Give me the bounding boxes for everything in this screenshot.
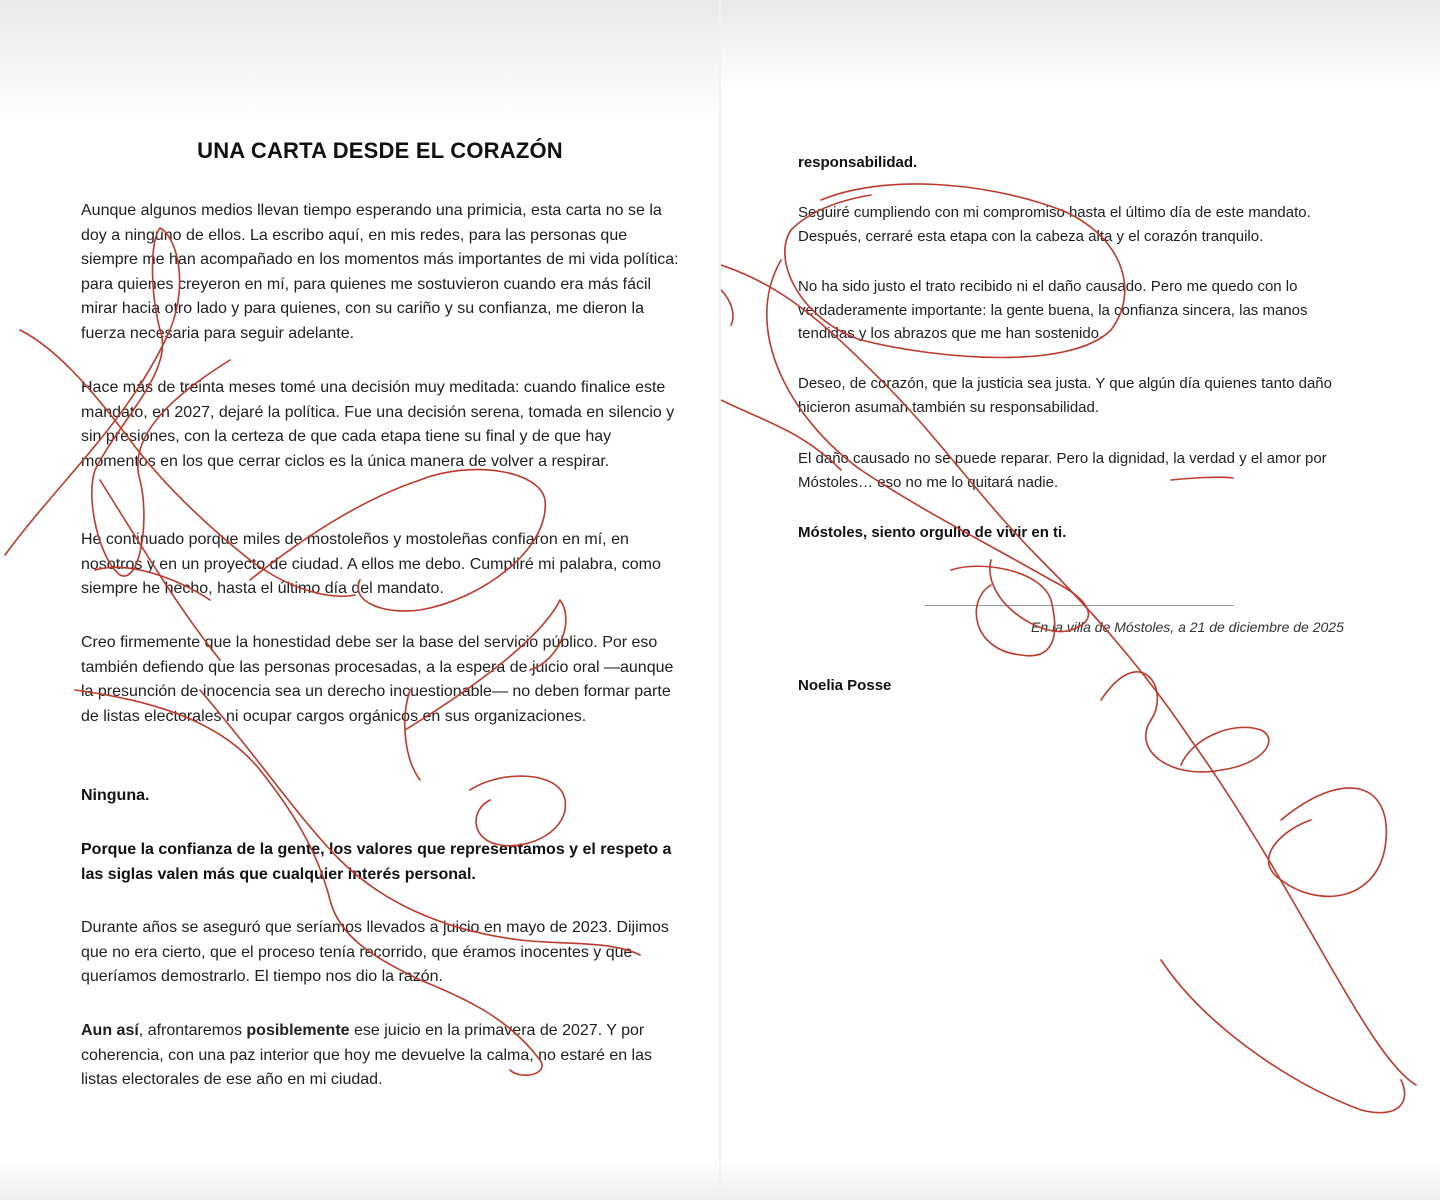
date-place: En la villa de Móstoles, a 21 de diciembre de 2025 xyxy=(1031,619,1344,635)
letter-paragraph-2: Hace más de treinta meses tomé una decisión muy meditada: cuando finalice este mandato, en 2027, dejaré la política. Fue una decisión serena, tomada en silencio y sin presiones, con la certeza de que cada etapa tiene su final y de que hay momentos en los que cerrar ciclos es la única manera de volver a respirar. xyxy=(81,379,675,470)
letter-paragraph-8 xyxy=(81,1019,681,1093)
letter-page-left xyxy=(0,0,719,1200)
letter-paragraph-3: He continuado porque miles de mostoleños y mostoleñas confiaron en mí, en nosotros y en un proyecto de ciudad. A ellos me debo. Cumpliré mi palabra, como siempre he hecho, hasta el último día del mandato. xyxy=(81,531,661,597)
letter-closing-line: Móstoles, siento orgullo de vivir en ti. xyxy=(798,524,1067,541)
letter-paragraph-6: Porque la confianza de la gente, los valores que representamos y el respeto a las siglas valen más que cualquier interés personal. xyxy=(81,841,672,883)
text-run: ese juicio en la primavera de 2027. Y por coherencia, con una paz interior que hoy me devuelve la calma, no estaré en las listas electorales de ese año en mi ciudad. xyxy=(81,1022,653,1088)
signature-line xyxy=(924,605,1234,606)
letter-paragraph-4: Creo firmemente que la honestidad debe ser la base del servicio público. Por eso también defiendo que las personas procesadas, a la espera de juicio oral —aunque la presunción de inocencia sea un derecho incuestionable— no deben formar parte de listas electorales ni ocupar cargos orgánicos en sus organizaciones. xyxy=(81,634,674,725)
letter-paragraph-9: Seguiré cumpliendo con mi compromiso hasta el último día de este mandato. Después, cerraré esta etapa con la cabeza alta y el corazón tranquilo. xyxy=(798,204,1311,245)
letter-paragraph-11: Deseo, de corazón, que la justicia sea justa. Y que algún día quienes tanto daño hicieron asuman también su responsabilidad. xyxy=(798,375,1332,416)
scan-shadow-bottom xyxy=(0,1160,719,1200)
scan-shadow-top xyxy=(721,0,1440,90)
bold-phrase: Aun así xyxy=(81,1022,139,1039)
red-pen-scribble-right xyxy=(721,0,1440,1200)
letter-paragraph-10: No ha sido justo el trato recibido ni el daño causado. Pero me quedo con lo verdaderamente importante: la gente buena, la confianza sincera, las manos tendidas y los abrazos que me han sostenido. xyxy=(798,278,1308,342)
scan-shadow-bottom xyxy=(721,1160,1440,1200)
letter-paragraph-1: Aunque algunos medios llevan tiempo esperando una primicia, esta carta no se la doy a ninguno de ellos. La escribo aquí, en mis redes, para las personas que siempre me han acompañado en los momentos más importantes de mi vida política: para quienes creyeron en mí, para quienes me sostuvieron cuando era más fácil mirar hacia otro lado y para quienes, con su cariño y su confianza, me dieron la fuerza necesaria para seguir adelante. xyxy=(81,202,679,342)
signature-name: Noelia Posse xyxy=(798,677,892,694)
letter-paragraph-5: Ninguna. xyxy=(81,787,150,804)
bold-phrase: posiblemente xyxy=(246,1022,350,1039)
text-run: , afrontaremos xyxy=(138,1022,247,1039)
scan-shadow-top xyxy=(0,0,719,120)
letter-title: UNA CARTA DESDE EL CORAZÓN xyxy=(197,138,563,163)
letter-page-right xyxy=(721,0,1440,1200)
letter-paragraph-continuation: responsabilidad. xyxy=(798,154,918,171)
letter-paragraph-7: Durante años se aseguró que seríamos llevados a juicio en mayo de 2023. Dijimos que no era cierto, que el proceso tenía recorrido, que éramos inocentes y que queríamos demostrarlo. El tiempo nos dio la razón. xyxy=(81,919,669,985)
letter-paragraph-12: El daño causado no se puede reparar. Pero la dignidad, la verdad y el amor por Móstoles… eso no me lo quitará nadie. xyxy=(798,450,1327,491)
